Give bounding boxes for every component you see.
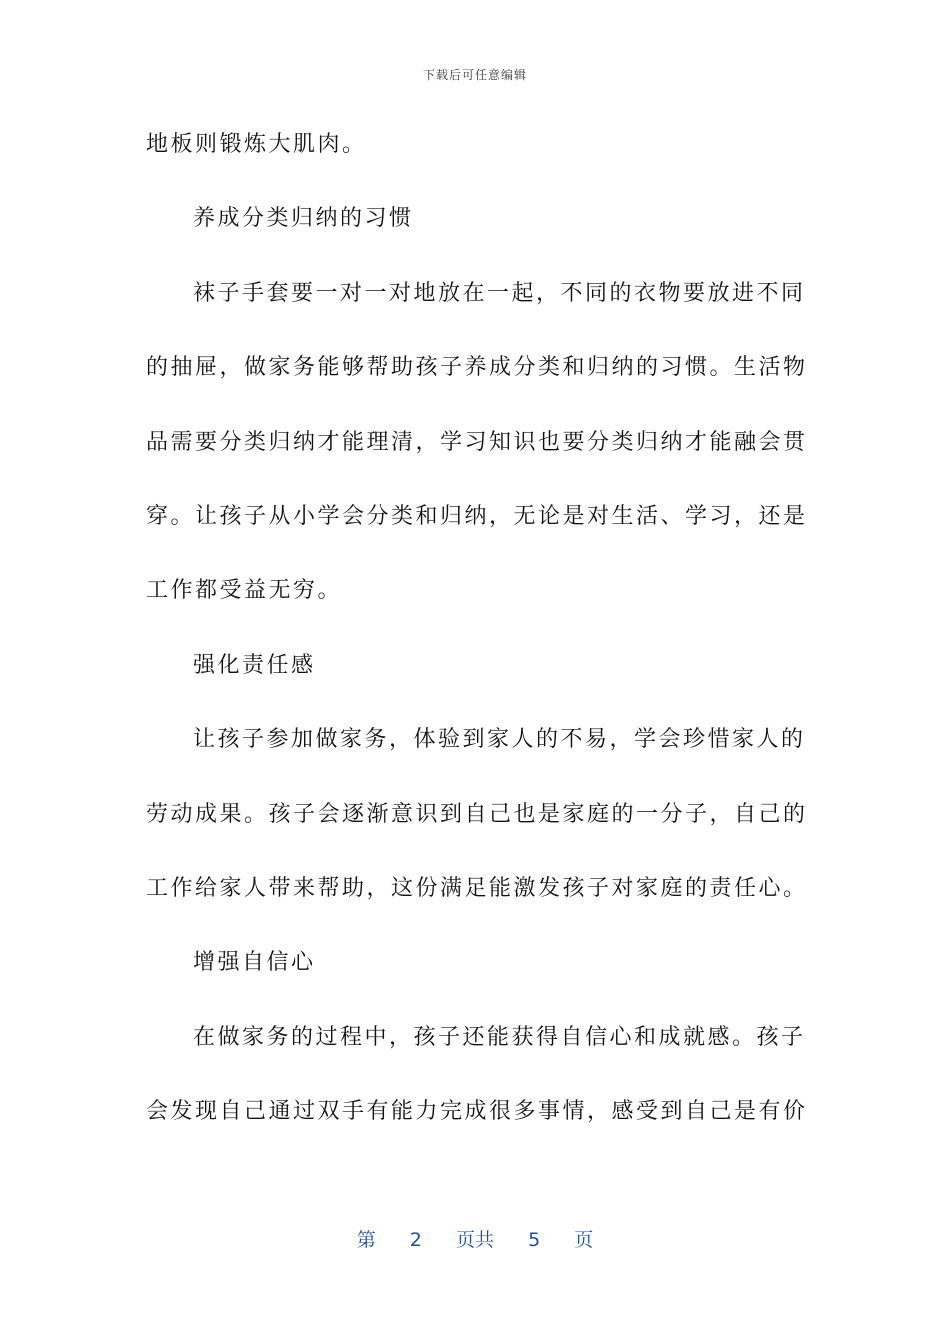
paragraph-line: 在做家务的过程中，孩子还能获得自信心和成就感。孩子 (193, 1024, 806, 1050)
paragraph-line: 穿。让孩子从小学会分类和归纳，无论是对生活、学习，还是 (146, 503, 808, 529)
section-heading: 增强自信心 (193, 950, 316, 976)
footer-page-current: 2 (409, 1229, 422, 1251)
paragraph-line: 让孩子参加做家务，体验到家人的不易，学会珍惜家人的 (193, 727, 806, 753)
paragraph-line: 工作给家人带来帮助，这份满足能激发孩子对家庭的责任心。 (146, 875, 808, 901)
paragraph-line: 地板则锻炼大肌肉。 (146, 132, 367, 157)
footer-label-suffix: 页 (574, 1229, 594, 1251)
paragraph-line: 品需要分类归纳才能理清，学习知识也要分类归纳才能融会贯 (146, 429, 808, 455)
paragraph-line: 劳动成果。孩子会逐渐意识到自己也是家庭的一分子，自己的 (146, 801, 808, 827)
paragraph-line: 会发现自己通过双手有能力完成很多事情，感受到自己是有价 (146, 1099, 808, 1125)
footer-page-total: 5 (528, 1229, 541, 1251)
section-heading: 强化责任感 (193, 652, 316, 678)
header-note: 下载后可任意编辑 (422, 68, 527, 82)
paragraph-line: 工作都受益无穷。 (146, 578, 343, 604)
paragraph-line: 袜子手套要一对一对地放在一起，不同的衣物要放进不同 (193, 280, 806, 306)
document-body (146, 120, 808, 1161)
footer-label-prefix: 第 (356, 1229, 376, 1251)
paragraph-line: 的抽屉，做家务能够帮助孩子养成分类和归纳的习惯。生活物 (146, 355, 808, 381)
footer-label-mid: 页共 (455, 1229, 494, 1251)
section-heading: 养成分类归纳的习惯 (193, 206, 414, 232)
page-footer (0, 1225, 950, 1252)
